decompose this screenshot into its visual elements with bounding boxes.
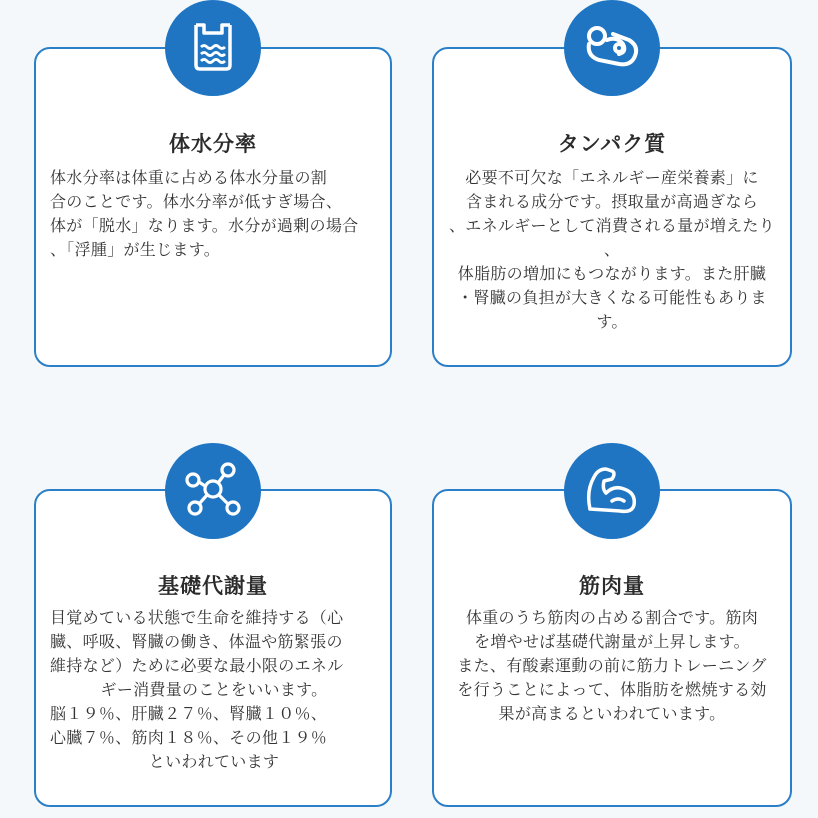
text-line: す。 bbox=[596, 312, 628, 331]
card-description bbox=[432, 606, 792, 726]
text-line: ギー消費量のことをいいます。 bbox=[100, 680, 328, 699]
text-line: 脳１９％、肝臓２７％、腎臓１０％、 bbox=[50, 704, 328, 723]
card-icon-badge bbox=[564, 0, 660, 96]
text-line: 心臓７％、筋肉１８％、その他１９％ bbox=[50, 728, 328, 747]
text-line: を増やせば基礎代謝量が上昇します。 bbox=[474, 632, 750, 651]
text-line: を行うことによって、体脂肪を燃焼する効 bbox=[457, 680, 767, 699]
water-vessel-icon bbox=[188, 19, 238, 77]
card-title: 基礎代謝量 bbox=[158, 574, 268, 598]
card-title: タンパク質 bbox=[557, 132, 667, 156]
text-line: 体脂肪の増加にもつながります。また肝臓 bbox=[457, 264, 767, 283]
card-description bbox=[50, 606, 378, 774]
card-icon-badge bbox=[165, 0, 261, 96]
protein-icon bbox=[583, 22, 641, 74]
text-line: 体が「脱水」なります。水分が過剰の場合 bbox=[50, 216, 359, 235]
text-line: 必要不可欠な「エネルギー産栄養素」に bbox=[465, 168, 759, 187]
text-line: 体水分率は体重に占める体水分量の割 bbox=[50, 168, 328, 187]
text-line: 維持など）ために必要な最小限のエネル bbox=[50, 656, 344, 675]
text-line: ・腎臓の負担が大きくなる可能性もありま bbox=[457, 288, 767, 307]
text-line: といわれています bbox=[148, 752, 280, 771]
text-line: 目覚めている状態で生命を維持する（心 bbox=[50, 608, 344, 627]
text-line: 、エネルギーとして消費される量が増えたり bbox=[448, 216, 775, 235]
text-line: 含まれる成分です。摂取量が高過ぎなら bbox=[465, 192, 759, 211]
card-description bbox=[432, 166, 792, 334]
card-title: 体水分率 bbox=[169, 132, 257, 156]
text-line: 合のことです。体水分率が低すぎ場合、 bbox=[50, 192, 343, 211]
molecule-icon bbox=[184, 460, 242, 522]
text-line: 、 bbox=[603, 240, 621, 259]
card-icon-badge bbox=[564, 443, 660, 539]
muscle-arm-icon bbox=[582, 461, 642, 521]
text-line: 、「浮腫」が生じます。 bbox=[50, 240, 221, 259]
text-line: また、有酸素運動の前に筋力トレーニング bbox=[457, 656, 767, 675]
card-description bbox=[50, 166, 358, 262]
card-title: 筋肉量 bbox=[579, 574, 645, 598]
text-line: 体重のうち筋肉の占める割合です。筋肉 bbox=[465, 608, 759, 627]
card-icon-badge bbox=[165, 443, 261, 539]
text-line: 臓、呼吸、腎臓の働き、体温や筋緊張の bbox=[50, 632, 343, 651]
text-line: 果が高まるといわれています。 bbox=[498, 704, 726, 723]
